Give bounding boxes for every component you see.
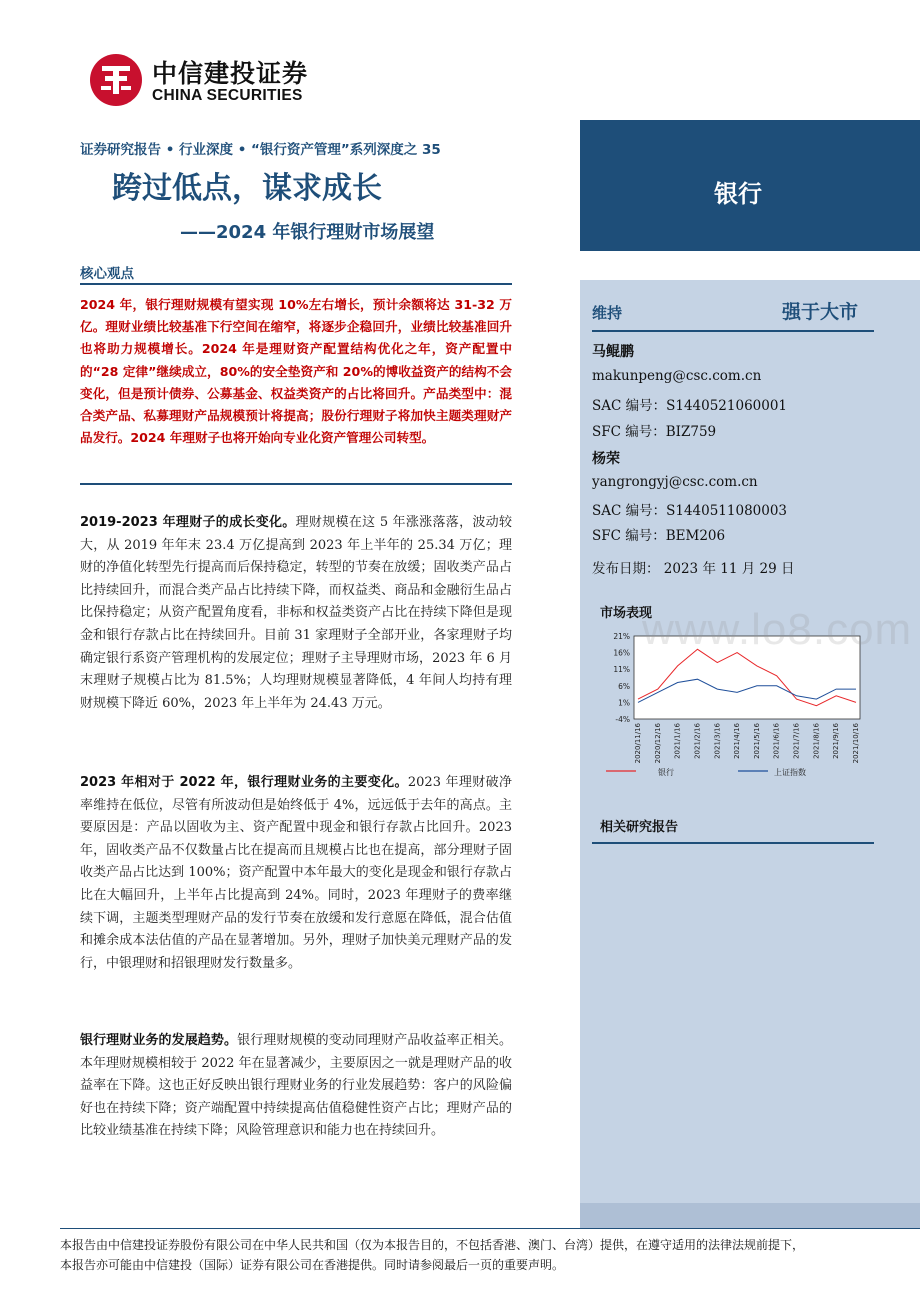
analyst-email: yangrongyj@csc.com.cn — [592, 474, 758, 490]
x-tick-label: 2021/1/16 — [673, 723, 682, 759]
logo-name-en: CHINA SECURITIES — [152, 87, 303, 104]
industry-name: 银行 — [714, 180, 762, 208]
paragraph-lead: 银行理财业务的发展趋势。 — [80, 1033, 238, 1048]
disclaimer-line: 本报告亦可能由中信建投（国际）证券有限公司在香港提供。同时请参阅最后一页的重要声明。 — [60, 1258, 565, 1272]
paragraph-text: 理财规模在这 5 年涨涨落落，波动较大，从 2019 年年末 23.4 万亿提高到 2023 年上半年的 25.34 万亿；理财的净值化转型先行提高而后保持稳定，转型的节奏在放缓；固收类产品占比持续回升，而混合类产品占比持续下降，而权益类、商品和金融衍生品占比保持稳定；从资产配置角度看，非标和权益类资产占比在持续下降但是现金和银行存款占比在持续回升。目前 31 家理财子全部开业，各家理财子均确定银行系资产管理机构的发展定位；理财子主导理财市场，2023 年 6 月末理财子规模占比为 81.5%；人均理财规模显著降低，4 年间人均持有理财规模下降近 60%，2023 年上半年为 24.43 万元。 — [80, 515, 512, 711]
analyst-name: 杨荣 — [592, 451, 620, 467]
core-view-label: 核心观点 — [80, 266, 134, 282]
report-title: 跨过低点，谋求成长 — [112, 171, 382, 206]
paragraph-text: 2023 年理财破净率维持在低位，尽管有所波动但是始终低于 4%，远远低于去年的高点。主要原因是：产品以固收为主、资产配置中现金和银行存款占比回升。2023 年，固收类产品不仅数量占比在提高而且规模占比也在提高，部分理财子固收类产品占比达到 100%；资产配置中本年最大的变化是现金和银行存款占比在大幅回升，上半年占比提高到 24%。同时，2023 年理财子的费率继续下调，主题类型理财产品的发行节奏在放缓和发行意愿在降低，混合估值和摊余成本法估值的产品在显著增加。另外，理财子加快美元理财产品的发行，中银理财和招银理财发行数量多。 — [80, 775, 512, 971]
analyst-sac: SAC 编号：S1440521060001 — [592, 398, 788, 414]
x-tick-label: 2021/6/16 — [772, 723, 781, 759]
legend-label: 上证指数 — [774, 768, 806, 777]
x-tick-label: 2021/4/16 — [733, 723, 742, 759]
y-tick-label: 16% — [613, 648, 630, 658]
analyst-sac: SAC 编号：S1440511080003 — [592, 503, 788, 519]
x-tick-label: 2021/5/16 — [752, 723, 761, 759]
paragraph-lead: 2023 年相对于 2022 年，银行理财业务的主要变化。 — [80, 775, 408, 790]
body-paragraph — [80, 512, 512, 715]
analyst-name: 马鲲鹏 — [592, 344, 634, 360]
rating-action: 维持 — [592, 304, 623, 322]
legend-label: 银行 — [658, 768, 674, 777]
paragraph-lead: 2019-2023 年理财子的成长变化。 — [80, 515, 296, 530]
footer-divider — [60, 1228, 920, 1229]
x-tick-label: 2021/10/16 — [852, 723, 860, 764]
related-reports-title: 相关研究报告 — [600, 820, 679, 835]
rating-block — [592, 297, 868, 333]
x-tick-label: 2020/11/16 — [634, 723, 642, 764]
y-tick-label: 21% — [613, 632, 630, 641]
divider — [592, 330, 874, 332]
x-tick-label: 2020/12/16 — [653, 723, 662, 764]
y-tick-label: 6% — [618, 681, 630, 691]
x-tick-label: 2021/3/16 — [713, 723, 722, 759]
rating-value: 强于大市 — [781, 301, 858, 323]
body-paragraph — [80, 1030, 512, 1143]
report-series: 证券研究报告 • 行业深度 • “银行资产管理”系列深度之 35 — [80, 142, 441, 158]
analyst-email: makunpeng@csc.com.cn — [592, 368, 762, 384]
x-tick-label: 2021/8/16 — [812, 723, 821, 759]
company-logo — [88, 52, 328, 108]
analyst-sfc: SFC 编号：BIZ759 — [592, 424, 717, 440]
logo-name-cn: 中信建投证券 — [152, 59, 309, 88]
core-view-text: 2024 年，银行理财规模有望实现 10%左右增长，预计余额将达 31-32 万亿。理财业绩比较基准下行空间在缩窄，将逐步企稳回升，业绩比较基准回升也将助力规模增长。2024 年是理财资产配置结构优化之年，资产配置中的“28 定律”继续成立，80%的安全垫资产和 20%的博收益资产的结构不会变化，但是预计债券、公募基金、权益类资产的占比将回升。产品类型中：混合类产品、私募理财产品规模预计将提高；股份行理财子将加快主题类理财产品发行。2024 年理财子也将开始向专业化资产管理公司转型。 — [80, 297, 512, 446]
publish-date: 发布日期： 2023 年 11 月 29 日 — [592, 561, 795, 577]
disclaimer-footer — [60, 1235, 920, 1275]
analyst-sfc: SFC 编号：BEM206 — [592, 528, 726, 544]
divider — [80, 483, 512, 485]
divider — [80, 283, 512, 285]
paragraph-text: 银行理财规模的变动同理财产品收益率正相关。本年理财规模相较于 2022 年在显著减少，主要原因之一就是理财产品的收益率在下降。这也正好反映出银行理财业务的行业发展趋势：客户的风险偏好也在持续下降；资产端配置中持续提高估值稳健性资产占比；理财产品的比较业绩基准在持续下降；风险管理意识和能力也在持续回升。 — [80, 1033, 512, 1139]
sidebar-bottom-band — [580, 1203, 920, 1228]
y-tick-label: 1% — [618, 698, 630, 708]
watermark: www.lo8.com — [642, 605, 913, 654]
x-tick-label: 2021/9/16 — [832, 723, 841, 759]
body-paragraph — [80, 772, 512, 975]
industry-header — [580, 120, 920, 251]
y-tick-label: 11% — [613, 665, 630, 675]
disclaimer-line: 本报告由中信建投证券股份有限公司在中华人民共和国（仅为本报告目的，不包括香港、澳门、台湾）提供，在遵守适用的法律法规前提下， — [60, 1238, 805, 1252]
divider — [592, 842, 874, 844]
y-tick-label: -4% — [615, 715, 630, 724]
report-subtitle: ——2024 年银行理财市场展望 — [180, 222, 435, 243]
citic-logo-icon — [88, 52, 144, 108]
x-tick-label: 2021/2/16 — [693, 723, 702, 759]
x-tick-label: 2021/7/16 — [792, 723, 801, 759]
market-performance-title: 市场表现 — [600, 606, 653, 621]
